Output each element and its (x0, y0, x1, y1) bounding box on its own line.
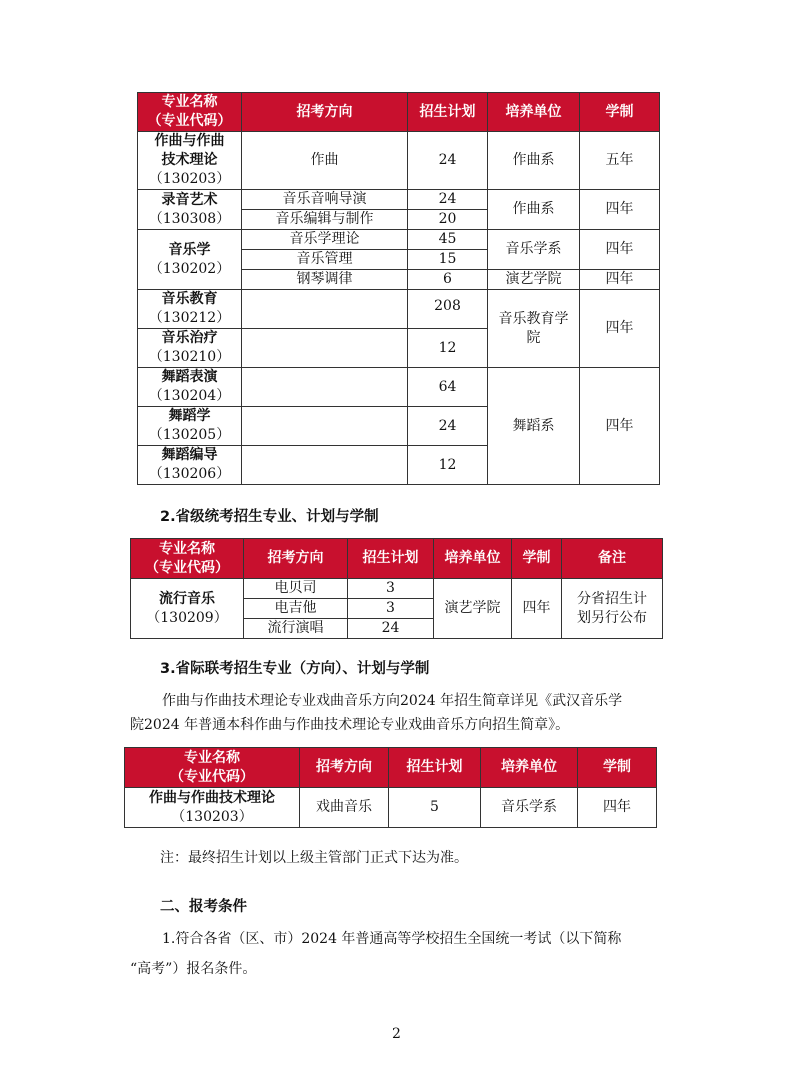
header-direction: 招考方向 (300, 748, 389, 788)
years-cell: 四年 (578, 788, 657, 828)
page-number: 2 (392, 1026, 401, 1042)
years-cell: 四年 (580, 270, 660, 290)
unit-cell: 演艺学院 (434, 579, 512, 639)
major-table-1 (137, 92, 660, 485)
direction-cell (242, 368, 408, 407)
plan-cell: 24 (408, 132, 488, 190)
plan-cell: 3 (348, 599, 434, 619)
major-cell: 音乐学 （130202） (138, 230, 242, 290)
plan-cell: 3 (348, 579, 434, 599)
unit-cell: 舞蹈系 (488, 368, 580, 485)
plan-cell: 12 (408, 446, 488, 485)
header-major: 专业名称 （专业代码） (131, 539, 244, 579)
plan-cell: 20 (408, 210, 488, 230)
header-unit: 培养单位 (488, 93, 580, 132)
major-cell: 舞蹈表演 （130204） (138, 368, 242, 407)
major-cell: 舞蹈编导 （130206） (138, 446, 242, 485)
direction-cell: 音乐编辑与制作 (242, 210, 408, 230)
direction-cell (242, 446, 408, 485)
plan-cell: 24 (408, 407, 488, 446)
direction-cell (242, 329, 408, 368)
direction-cell: 戏曲音乐 (300, 788, 389, 828)
major-cell: 流行音乐 （130209） (131, 579, 244, 639)
plan-cell: 12 (408, 329, 488, 368)
major-cell: 录音艺术 （130308） (138, 190, 242, 230)
section-heading: 2.省级统考招生专业、计划与学制 (160, 509, 379, 525)
header-plan: 招生计划 (348, 539, 434, 579)
plan-cell: 6 (408, 270, 488, 290)
header-years: 学制 (580, 93, 660, 132)
major-cell: 舞蹈学 （130205） (138, 407, 242, 446)
plan-cell: 24 (348, 619, 434, 639)
paragraph: 作曲与作曲技术理论专业戏曲音乐方向2024 年招生简章详见《武汉音乐学 院2024 年普通本科作曲与作曲技术理论专业戏曲音乐方向招生简章》。 (130, 693, 623, 733)
section-heading: 3.省际联考招生专业（方向）、计划与学制 (160, 661, 430, 677)
header-major: 专业名称 （专业代码） (138, 93, 242, 132)
years-cell: 四年 (512, 579, 562, 639)
plan-note: 注：最终招生计划以上级主管部门正式下达为准。 (160, 850, 468, 866)
plan-cell: 64 (408, 368, 488, 407)
major-table-3 (124, 747, 657, 828)
header-direction: 招考方向 (242, 93, 408, 132)
header-years: 学制 (512, 539, 562, 579)
major-cell: 作曲与作曲 技术理论 （130203） (138, 132, 242, 190)
paragraph: 1.符合各省（区、市）2024 年普通高等学校招生全国统一考试（以下简称 “高考”）报名条件。 (130, 931, 622, 977)
direction-cell (242, 290, 408, 329)
direction-cell: 电吉他 (244, 599, 348, 619)
direction-cell: 音乐学理论 (242, 230, 408, 250)
note-cell: 分省招生计 划另行公布 (562, 579, 663, 639)
major-cell: 音乐治疗 （130210） (138, 329, 242, 368)
header-major: 专业名称 （专业代码） (125, 748, 300, 788)
major-table-2 (130, 538, 663, 639)
header-plan: 招生计划 (408, 93, 488, 132)
header-note: 备注 (562, 539, 663, 579)
plan-cell: 5 (389, 788, 481, 828)
years-cell: 四年 (580, 368, 660, 485)
direction-cell: 钢琴调律 (242, 270, 408, 290)
direction-cell: 音乐音响导演 (242, 190, 408, 210)
plan-cell: 45 (408, 230, 488, 250)
direction-cell (242, 407, 408, 446)
direction-cell: 电贝司 (244, 579, 348, 599)
years-cell: 四年 (580, 290, 660, 368)
major-cell: 作曲与作曲技术理论 （130203） (125, 788, 300, 828)
direction-cell: 作曲 (242, 132, 408, 190)
header-direction: 招考方向 (244, 539, 348, 579)
unit-cell: 作曲系 (488, 132, 580, 190)
unit-cell: 音乐学系 (488, 230, 580, 270)
header-unit: 培养单位 (481, 748, 578, 788)
plan-cell: 15 (408, 250, 488, 270)
years-cell: 五年 (580, 132, 660, 190)
plan-cell: 208 (408, 290, 488, 329)
years-cell: 四年 (580, 190, 660, 230)
unit-cell: 音乐教育学院 (488, 290, 580, 368)
direction-cell: 音乐管理 (242, 250, 408, 270)
years-cell: 四年 (580, 230, 660, 270)
unit-cell: 音乐学系 (481, 788, 578, 828)
direction-cell: 流行演唱 (244, 619, 348, 639)
unit-cell: 演艺学院 (488, 270, 580, 290)
major-cell: 音乐教育 （130212） (138, 290, 242, 329)
unit-cell: 作曲系 (488, 190, 580, 230)
header-plan: 招生计划 (389, 748, 481, 788)
header-unit: 培养单位 (434, 539, 512, 579)
section-heading: 二、报考条件 (160, 899, 247, 915)
plan-cell: 24 (408, 190, 488, 210)
header-years: 学制 (578, 748, 657, 788)
